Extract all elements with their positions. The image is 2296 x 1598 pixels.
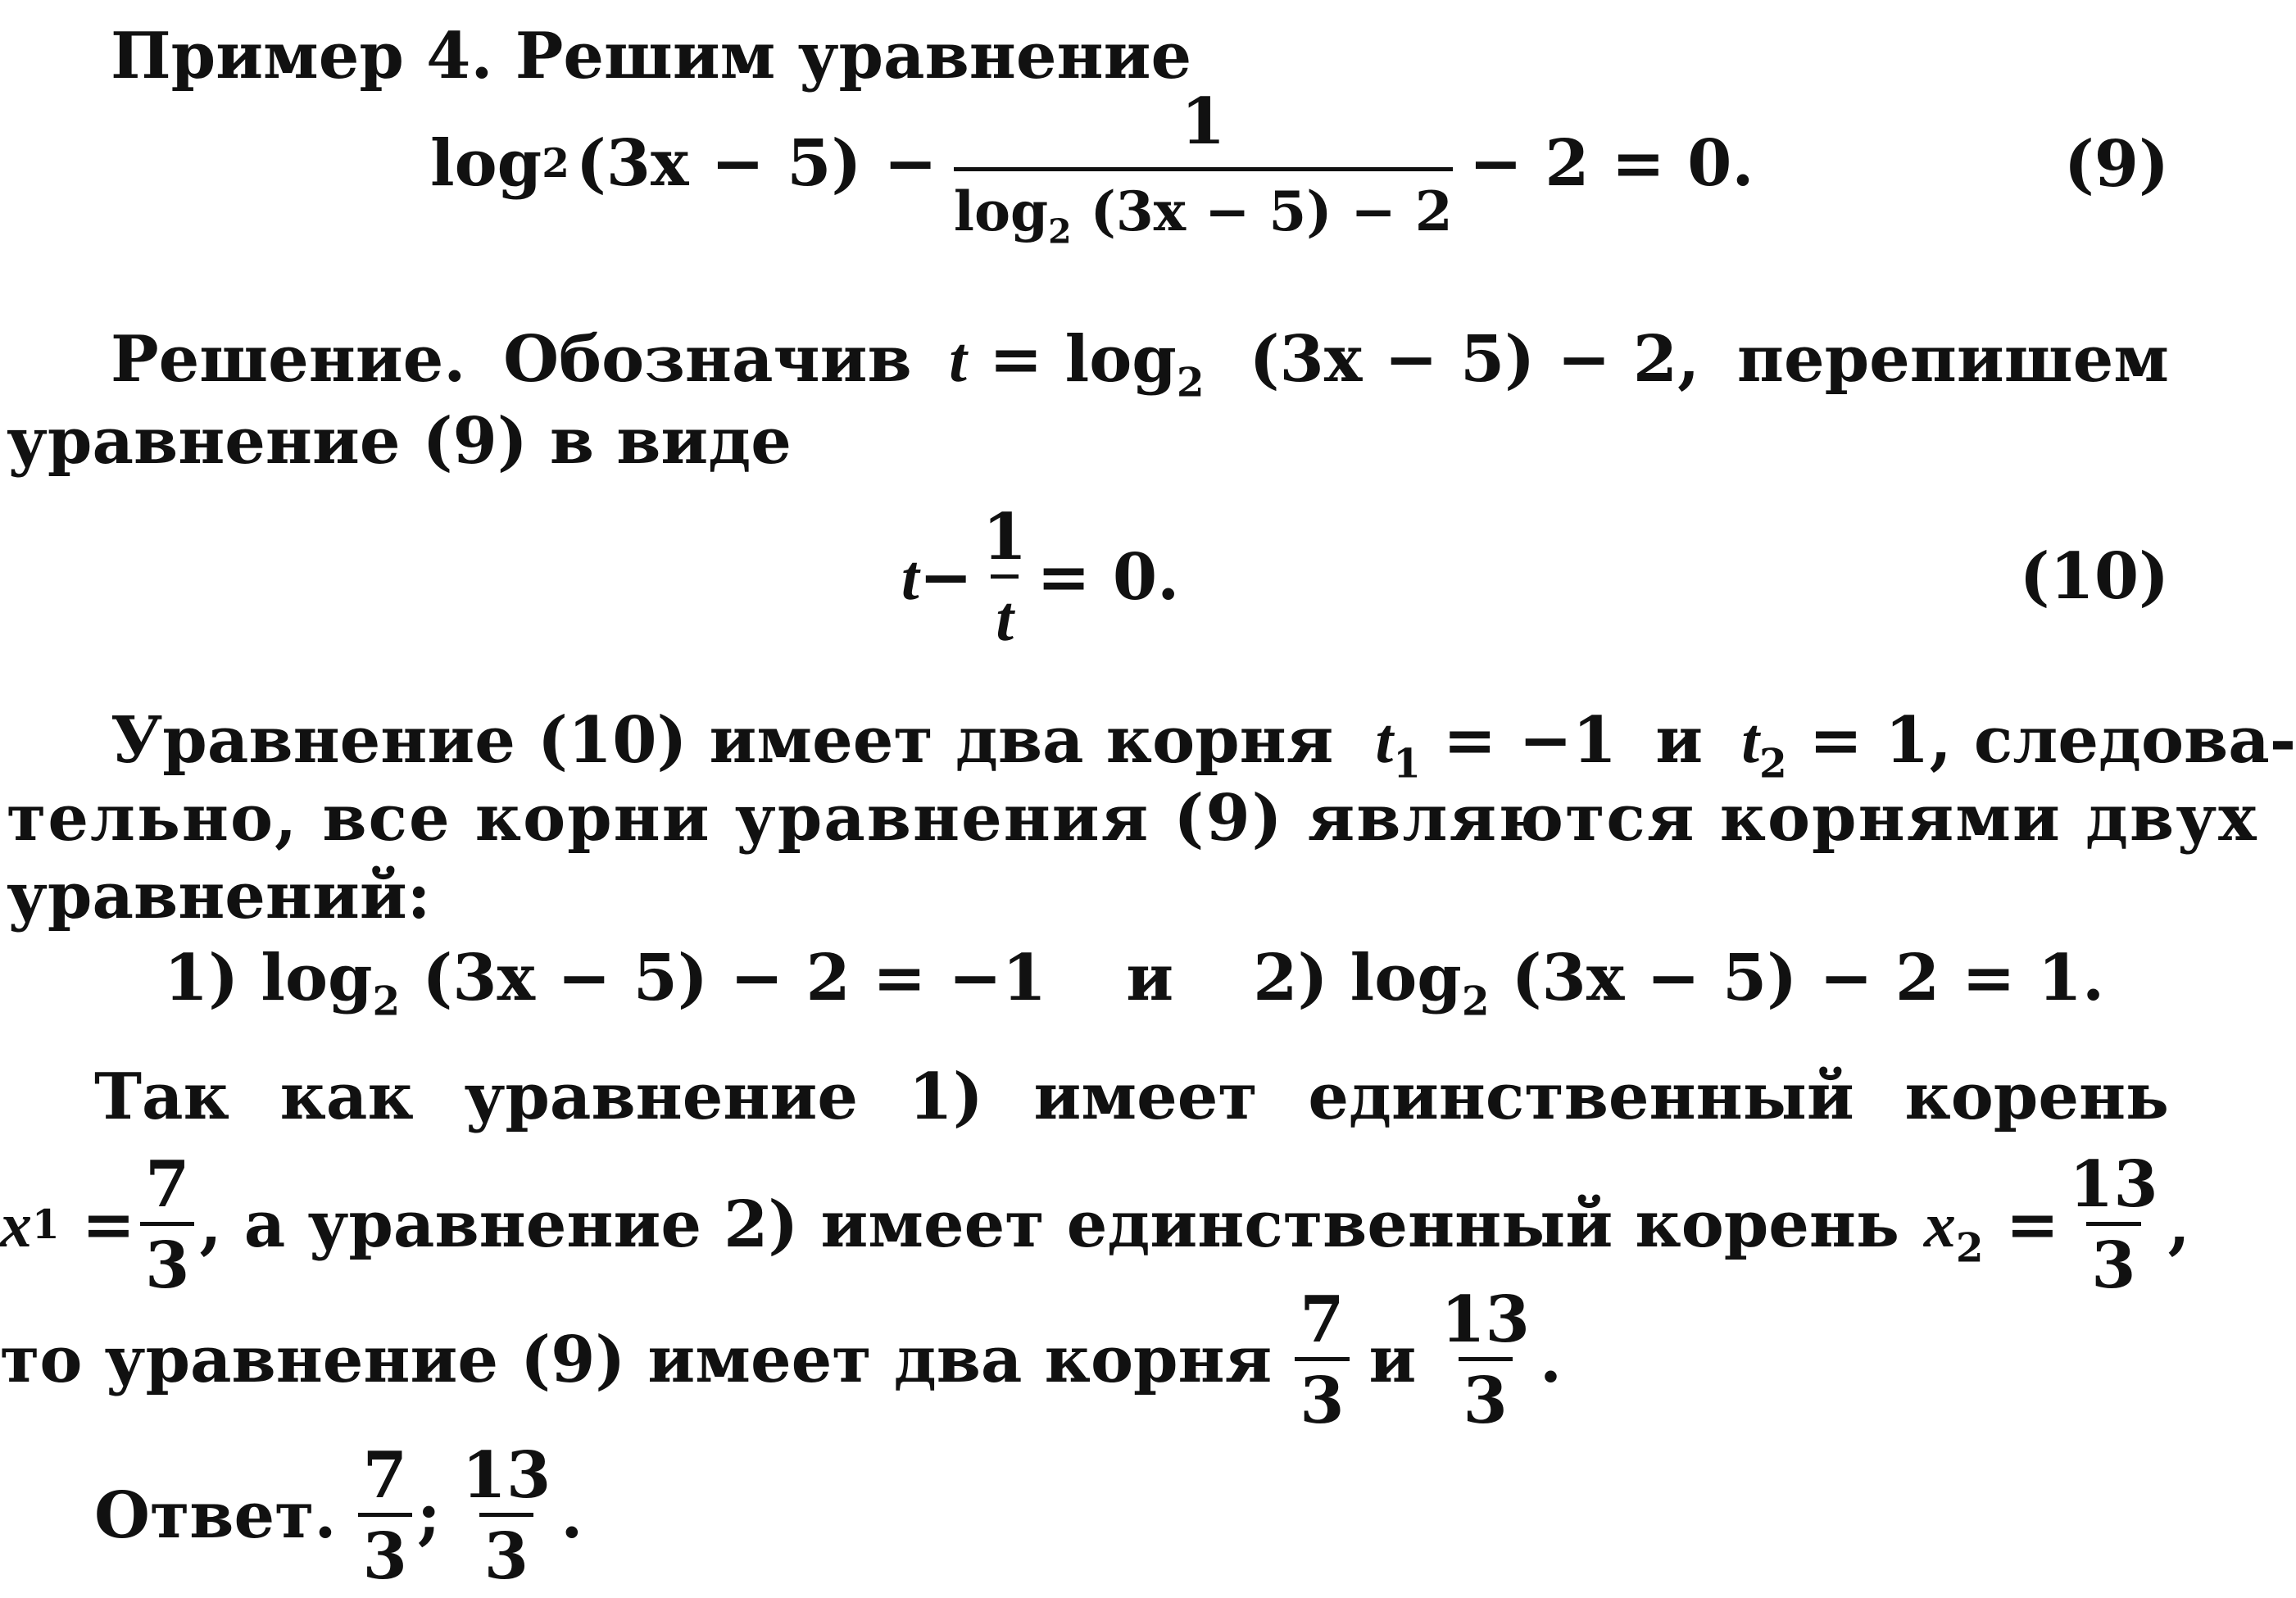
- x1-fraction: [140, 1146, 194, 1303]
- conclusion-line-2: x 1 = $\frac{7}{3}$ , а уравнение 2) имеет единственный корень $x_2$ = $\frac{13}{3}$ ,: [0, 1146, 2190, 1303]
- case-1-rest: (3x − 5) − 2 = −1: [422, 941, 1047, 1015]
- solution-text-1b: перепишем: [1736, 322, 2169, 397]
- x2-sub: 2: [1955, 1225, 1984, 1272]
- t1-var: t: [1375, 705, 1394, 776]
- eq10-frac-numerator: 1: [982, 499, 1028, 574]
- eq9-arg: (3x − 5) −: [575, 126, 937, 201]
- x2-fraction: [2064, 1146, 2163, 1303]
- x1-eq: =: [59, 1187, 136, 1262]
- x1-num: 7: [145, 1146, 190, 1222]
- answer-2-fraction: [457, 1437, 556, 1594]
- eq9-frac-denominator: [953, 167, 1453, 252]
- case-1-label: 1): [164, 941, 239, 1015]
- eq9-den-base: 2: [1048, 211, 1072, 252]
- solution-label: Решение.: [111, 322, 466, 397]
- conclusion-mid: , а уравнение 2) имеет единственный корень: [199, 1187, 1899, 1262]
- root-2-fraction: [1436, 1282, 1535, 1438]
- case-2-rest: (3x − 5) − 2 = 1.: [1511, 941, 2105, 1015]
- conclusion-line-3: [0, 1282, 1563, 1438]
- cases-and: и: [1126, 941, 1174, 1015]
- eq10-rhs: = 0.: [1037, 540, 1180, 615]
- equation-10: [901, 492, 1179, 664]
- eq10-var: t: [901, 542, 919, 613]
- case-2-log: log: [1350, 941, 1462, 1015]
- eq9-den-rest: (3x − 5) − 2: [1090, 179, 1453, 243]
- x1-var: x: [0, 1189, 32, 1260]
- answer-line: [94, 1437, 583, 1594]
- roots-line-2: тельно, все корни уравнения (9) являются корнями двух: [7, 781, 2258, 856]
- conclusion-line-1: [94, 1060, 2169, 1134]
- t2-val: = 1, следова-: [1786, 703, 2296, 778]
- root-1-fraction: [1295, 1282, 1349, 1438]
- conclusion-period: .: [1539, 1323, 1563, 1397]
- answer-period: .: [560, 1478, 583, 1553]
- cases-line: [164, 941, 2105, 1025]
- case-2-label: 2): [1253, 941, 1328, 1015]
- conclusion-text-3: то уравнение (9) имеет два корня: [0, 1323, 1273, 1397]
- x1-den: 3: [140, 1222, 194, 1298]
- x2-eq: =: [1983, 1187, 2060, 1262]
- t2-sub: 2: [1758, 741, 1787, 788]
- example-intro: Решим уравнение: [515, 19, 1192, 93]
- t-def-rest: (3x − 5) − 2,: [1249, 322, 1700, 397]
- answer-label: Ответ.: [94, 1478, 337, 1553]
- t1-root: [1375, 703, 1640, 788]
- eq9-fraction: [953, 84, 1453, 252]
- root-1-num: 7: [1300, 1282, 1345, 1357]
- roots-and: и: [1655, 703, 1704, 778]
- example-label: Пример 4.: [111, 19, 493, 93]
- eq9-rhs: − 2 = 0.: [1468, 126, 1754, 201]
- case-1-log: log: [261, 941, 373, 1015]
- case-1-base: 2: [372, 978, 401, 1025]
- root-1-den: 3: [1295, 1357, 1349, 1433]
- case-2-base: 2: [1461, 978, 1490, 1025]
- root-2-num: 13: [1441, 1282, 1530, 1357]
- eq10-minus: −: [919, 540, 973, 615]
- t2-var: t: [1741, 705, 1759, 776]
- t2-root: [1741, 703, 2296, 788]
- x2-var: x: [1923, 1189, 1956, 1260]
- solution-line-1: [111, 322, 2169, 406]
- eq10-fraction: [978, 499, 1032, 654]
- conclusion-text-1: Так как уравнение 1) имеет единственный корень: [94, 1060, 2169, 1134]
- answer-1-den: 3: [358, 1513, 412, 1589]
- answer-separator: ;: [416, 1478, 441, 1553]
- root-2-den: 3: [1459, 1357, 1513, 1433]
- t-def-var: t: [949, 324, 967, 395]
- x2-comma: ,: [2167, 1187, 2190, 1262]
- eq9-frac-numerator: 1: [1181, 84, 1226, 159]
- conclusion-and: и: [1368, 1323, 1417, 1397]
- roots-line-3: уравнений:: [7, 859, 431, 933]
- t-definition: [949, 322, 1700, 406]
- eq9-lhs: log: [430, 126, 542, 201]
- eq10-frac-denominator: t: [991, 574, 1019, 651]
- equation-10-number: (10): [2019, 539, 2169, 614]
- answer-1-num: 7: [362, 1437, 407, 1513]
- eq9-den-log: log: [953, 179, 1049, 243]
- equation-9-number: (9): [2063, 127, 2169, 202]
- x2-num: 13: [2069, 1146, 2158, 1222]
- example-heading: [111, 19, 1192, 93]
- t1-sub: 1: [1393, 741, 1421, 788]
- t-def-eq: = log: [966, 322, 1177, 397]
- x2-den: 3: [2086, 1222, 2140, 1298]
- answer-1-fraction: [358, 1437, 412, 1594]
- roots-line-1: [111, 703, 2296, 788]
- roots-text-1: Уравнение (10) имеет два корня: [111, 703, 1334, 778]
- answer-2-den: 3: [479, 1513, 533, 1589]
- solution-line-2: уравнение (9) в виде: [7, 404, 792, 479]
- t1-val: = −1: [1420, 703, 1618, 778]
- solution-text-1a: Обозначив: [503, 322, 912, 397]
- equation-9: log 2 (3x − 5) − $\frac{1}{\log_2 (3x - 5) - 2}$ − 2 = 0.: [430, 84, 1754, 252]
- answer-2-num: 13: [461, 1437, 551, 1513]
- x2-root: [1923, 1189, 1984, 1272]
- t-def-base: 2: [1176, 360, 1205, 406]
